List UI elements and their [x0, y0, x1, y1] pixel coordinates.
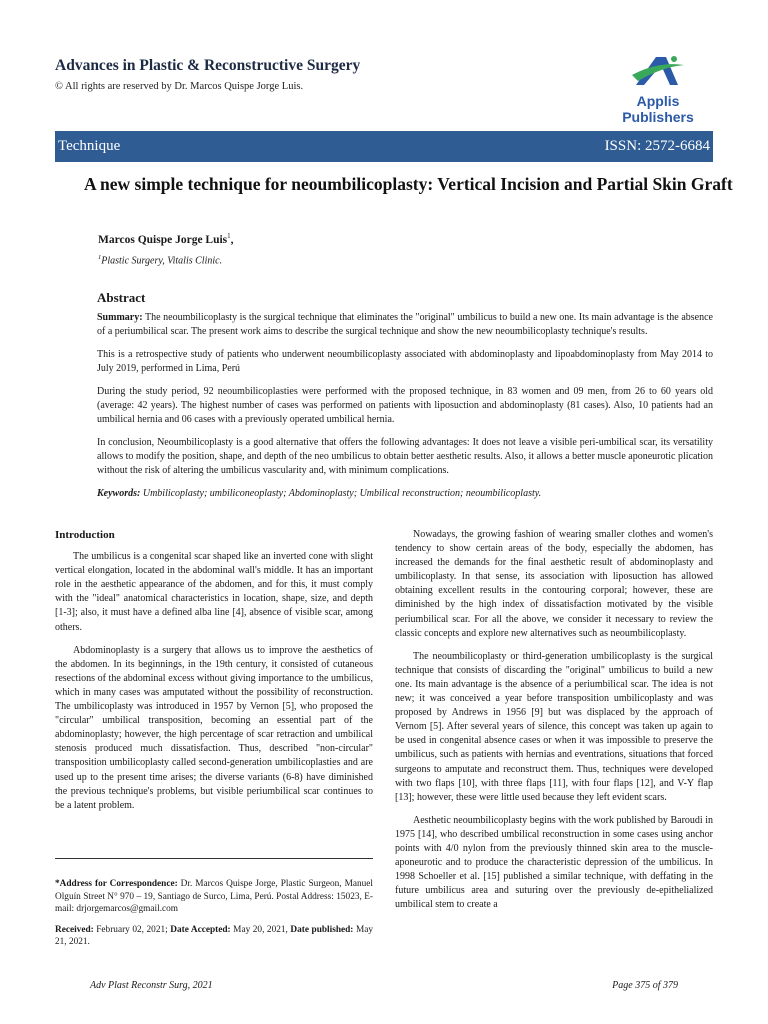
journal-header: [55, 55, 713, 125]
introduction-heading: Introduction: [55, 529, 115, 541]
address-text: Dr. Marcos Quispe Jorge, Plastic Surgeon, Manuel Olguín Street N° 970 – 19, Santiago de Surco, Lima, Perú. Postal Address: 15023, E-mail: drjorgemarcos@gmail.com: [55, 879, 373, 914]
abstract-summary: [97, 311, 713, 339]
body-paragraph: Aesthetic neoumbilicoplasty begins with the work published by Baroudi in 1975 [14], who described umbilical reconstruction in some cases using anchor points with 4/0 nylon from the previously thinned skin area to the muscle-aponeurotic and to produce the characteristic depression of the umbilicus. In 1998 Schoeller et al. [15] published a similar technique, with deffating in the future umbilicus area and suturing over the previously de-epithelialized umbilical stem to create a: [395, 814, 713, 911]
footer-journal: Adv Plast Reconstr Surg, 2021: [90, 980, 213, 991]
author-line: [98, 232, 234, 246]
abstract-section: [97, 291, 713, 510]
publication-dates: [55, 924, 373, 949]
applis-logo-icon: [628, 51, 688, 91]
publisher-logo: [603, 51, 713, 125]
publisher-name: Applis Publishers: [622, 93, 694, 125]
footnote-divider: [55, 858, 373, 859]
body-paragraph: The neoumbilicoplasty or third-generation umbilicoplasty is the surgical technique that consists of discarding the "original" umbilicus to build a new one. Its main advantage is the absence of a periumbilical scar. The idea is not new; it was conceived a year before transposition umbilicoplasty and was proposed by Andrews in 1956 [9] but was displaced by the approach of Vernom [5]. After several years of silence, this concept was taken up again to be used in congenital absence cases or when it was impossible to preserve the umbilicus, such as patients with hernias and eventrations, situations that forced surgeons to amputate and reconstruct them. Thus, techniques were developed with two flaps [10], with three flaps [11], with four flaps [12], and V-Y flap [13]; however, these were little used because they left evident scars.: [395, 650, 713, 803]
author-name: Marcos Quispe Jorge Luis: [98, 233, 228, 246]
affiliation: [98, 254, 222, 266]
affiliation-text: Plastic Surgery, Vitalis Clinic.: [101, 255, 223, 267]
author-suffix: ,: [230, 233, 234, 246]
body-column-right: [395, 528, 713, 921]
article-title: A new simple technique for neoumbilicoplasty: Vertical Incision and Partial Skin Graft: [84, 174, 733, 194]
received-date: February 02, 2021;: [93, 924, 171, 935]
section-label: Technique: [58, 138, 121, 154]
summary-label: Summary:: [97, 312, 143, 323]
journal-name: Advances in Plastic & Reconstructive Surgery: [55, 57, 361, 74]
correspondence-footnote: [55, 878, 373, 957]
abstract-conclusion: In conclusion, Neoumbilicoplasty is a good alternative that offers the following advantages: It does not leave a visible peri-umbilical scar, its versatility allows to modify the position, shape, and depth of the neo umbilicus to obtain better aesthetic results. Also, it allows a better muscle aponeurotic plication without the risk of altering the umbilicus vascularity and, with minimum complications.: [97, 437, 713, 476]
author-affil-mark: 1: [227, 232, 231, 240]
section-banner: [55, 131, 713, 162]
body-paragraph: Nowadays, the growing fashion of wearing smaller clothes and women's tendency to show certain areas of the body, especially the abdomen, has increased the demands for the final aesthetic result of abdominoplasty and umbilicoplasty. In that sense, its association with liposuction has allowed obtaining excellent results in the contouring corporal; however, these are diminished by the high index of dissatisfaction motivated by the visible periumbilical scar. For all the above, we consider it necessary to review the classic concepts and explore new alternatives such as neoumbilicoplasty.: [395, 529, 713, 639]
affil-mark: 1: [98, 254, 102, 261]
accepted-label: Date Accepted:: [170, 924, 231, 935]
abstract-heading: Abstract: [97, 290, 146, 305]
copyright-line: © All rights are reserved by Dr. Marcos Quispe Jorge Luis.: [55, 81, 304, 92]
body-paragraph: Abdominoplasty is a surgery that allows us to improve the aesthetics of the abdomen. In its beginnings, in the 19th century, it consisted of cutaneous resections of the abdominal excess without giving importance to the umbilicus, which in many cases was amputated without the possibility of reconstruction. The umbilicoplasty was introduced in 1957 by Vernon [5], who proposed the "circular" umbilical transposition, becoming an essential part of the abdominoplasty; however, the high percentage of scar retraction and umbilical stenosis produced much dissatisfaction. Thus, described "non-circular" transposition umbilicoplasty called second-generation umbilicoplasties and are used up to the present time arises; the diverse variants (6-8) have diminished the previous technique's problems, but visible periumbilical scar continues to be a latent problem.: [55, 644, 373, 811]
issn-label: ISSN: 2572-6684: [604, 138, 710, 154]
accepted-date: May 20, 2021,: [230, 924, 291, 935]
published-label: Date published:: [290, 924, 354, 935]
published-date: May 21, 2021.: [55, 924, 373, 947]
footer-page-number: Page 375 of 379: [612, 980, 678, 991]
body-paragraph: The umbilicus is a congenital scar shaped like an inverted cone with slight vertical elongation, located in the abdominal wall's middle. It has an important role in the aesthetic appearance of the abdomen, and for this, it must comply with the "ideal" anatomical characteristics in location, shape, size, and depth [1-3]; also, it must have a defined alba line [4], absence of visible scar, among others.: [55, 551, 373, 633]
received-label: Received:: [55, 924, 94, 935]
abstract-keywords: [97, 487, 713, 501]
body-column-left: [55, 528, 373, 822]
address-label: *Address for Correspondence:: [55, 879, 178, 889]
keywords-text: Umbilicoplasty; umbiliconeoplasty; Abdominoplasty; Umbilical reconstruction; neoumbilicoplasty.: [140, 488, 542, 499]
keywords-label: Keywords:: [97, 488, 141, 499]
abstract-results: During the study period, 92 neoumbilicoplasties were performed with the proposed technique, in 83 women and 09 men, from 26 to 60 years old (average: 42 years). The highest number of cases was performed on patients with liposuction and abdominoplasty (81 cases). Also, 10 patients had an umbilical hernia and 06 cases with a previously operated umbilical hernia.: [97, 386, 713, 425]
correspondence-address: [55, 878, 373, 916]
abstract-methods: This is a retrospective study of patients who underwent neoumbilicoplasty associated with abdominoplasty and lipoabdominoplasty from May 2014 to July 2019, performed in Lima, Perú: [97, 349, 713, 374]
summary-text: The neoumbilicoplasty is the surgical technique that eliminates the "original" umbilicus to build a new one. Its main advantage is the absence of a periumbilical scar. The present work aims to describe the surgical technique and show the new neoumbilicoplasty technique's results.: [97, 312, 713, 337]
